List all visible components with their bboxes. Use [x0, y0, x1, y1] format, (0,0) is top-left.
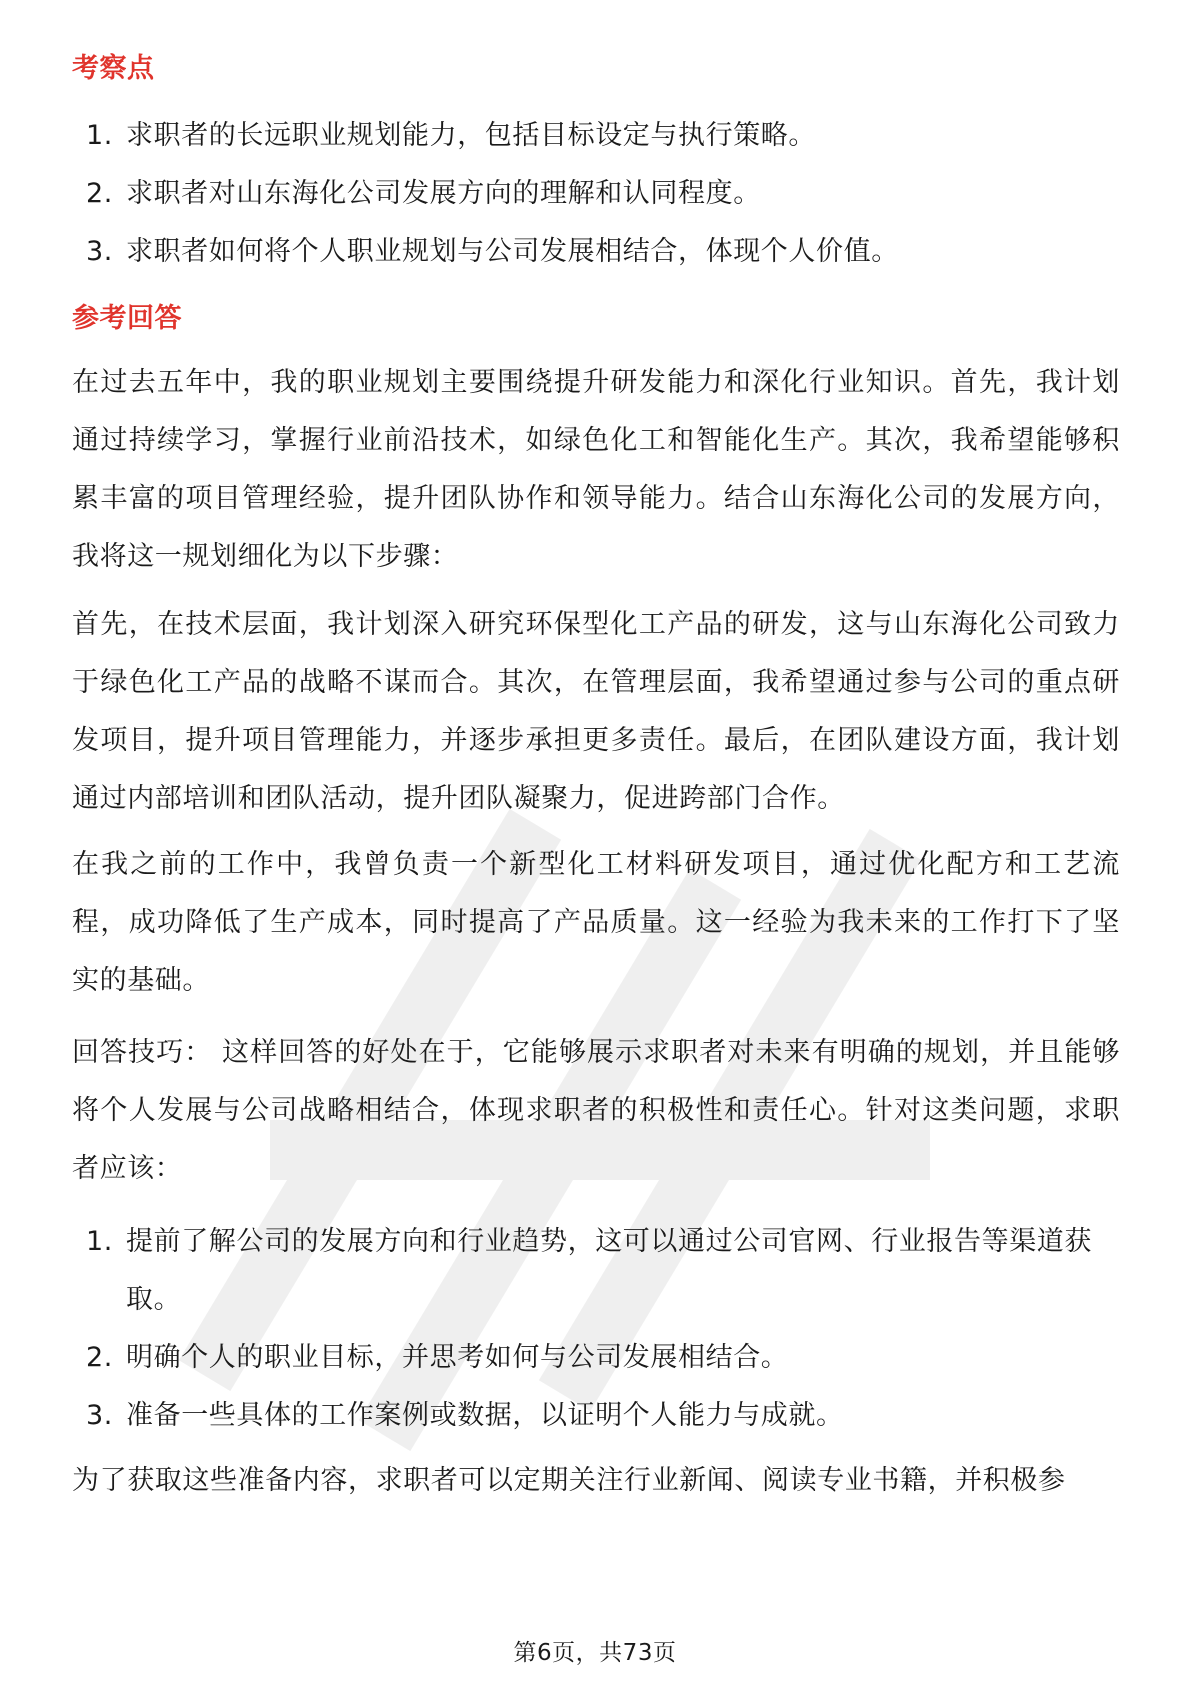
list-item — [72, 223, 1122, 281]
list-item-text: 明确个人的职业目标，并思考如何与公司发展相结合。 — [126, 1342, 789, 1373]
list-item-text: 求职者的长远职业规划能力，包括目标设定与执行策略。 — [126, 120, 816, 151]
list-number: 2. — [86, 178, 113, 209]
answer-paragraph: 在过去五年中，我的职业规划主要围绕提升研发能力和深化行业知识。首先，我计划通过持续学习，掌握行业前沿技术，如绿色化工和智能化生产。其次，我希望能够积累丰富的项目管理经验，提升团队协作和领导能力。结合山东海化公司的发展方向，我将这一规划细化为以下步骤： — [72, 367, 1120, 572]
answer-paragraph: 首先，在技术层面，我计划深入研究环保型化工产品的研发，这与山东海化公司致力于绿色化工产品的战略不谋而合。其次，在管理层面，我希望通过参与公司的重点研发项目，提升项目管理能力，并逐步承担更多责任。最后，在团队建设方面，我计划通过内部培训和团队活动，提升团队凝聚力，促进跨部门合作。 — [72, 609, 1120, 814]
list-number: 1. — [86, 1226, 113, 1257]
list-item — [72, 1329, 1122, 1387]
closing-paragraph: 为了获取这些准备内容，求职者可以定期关注行业新闻、阅读专业书籍，并积极参 — [72, 1465, 1066, 1496]
list-number: 3. — [86, 1400, 113, 1431]
list-number: 1. — [86, 120, 113, 151]
exam-points-list — [72, 107, 1122, 281]
list-number: 3. — [86, 236, 113, 267]
list-item — [72, 1387, 1122, 1445]
list-number: 2. — [86, 1342, 113, 1373]
section-heading-exam-points: 考察点 — [72, 53, 155, 84]
answer-paragraph: 在我之前的工作中，我曾负责一个新型化工材料研发项目，通过优化配方和工艺流程，成功降低了生产成本，同时提高了产品质量。这一经验为我未来的工作打下了坚实的基础。 — [72, 849, 1120, 996]
tips-paragraph: 回答技巧： 这样回答的好处在于，它能够展示求职者对未来有明确的规划，并且能够将个人发展与公司战略相结合，体现求职者的积极性和责任心。针对这类问题，求职者应该： — [72, 1037, 1120, 1184]
section-heading-reference-answer: 参考回答 — [72, 303, 182, 334]
page-number: 第6页，共73页 — [513, 1640, 677, 1666]
list-item — [72, 165, 1122, 223]
tips-list — [72, 1213, 1122, 1445]
list-item-text: 求职者对山东海化公司发展方向的理解和认同程度。 — [126, 178, 761, 209]
list-item — [72, 1213, 1122, 1329]
list-item-text: 准备一些具体的工作案例或数据，以证明个人能力与成就。 — [126, 1400, 844, 1431]
list-item-text: 提前了解公司的发展方向和行业趋势，这可以通过公司官网、行业报告等渠道获取。 — [126, 1226, 1092, 1315]
list-item — [72, 107, 1122, 165]
list-item-text: 求职者如何将个人职业规划与公司发展相结合，体现个人价值。 — [126, 236, 899, 267]
